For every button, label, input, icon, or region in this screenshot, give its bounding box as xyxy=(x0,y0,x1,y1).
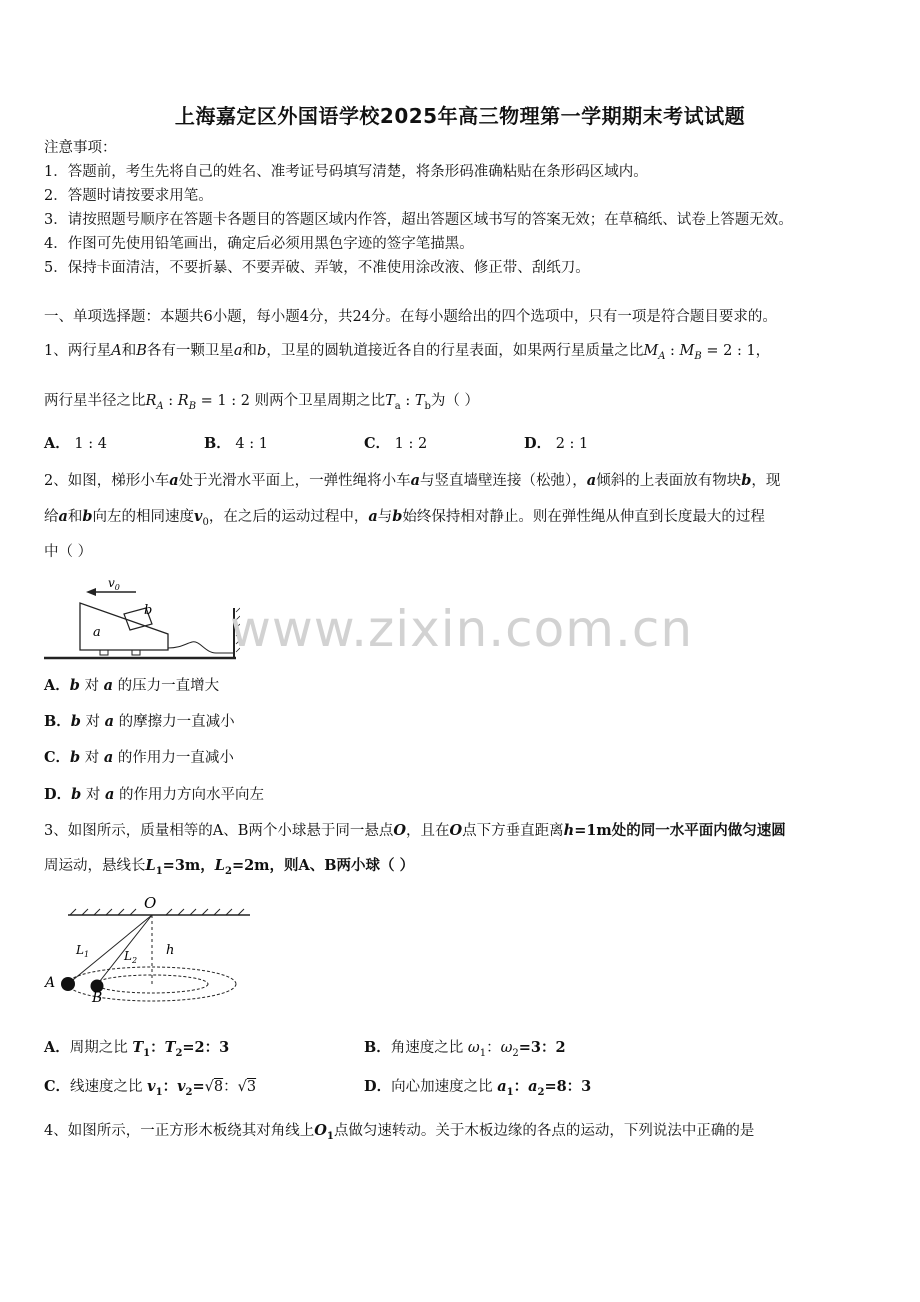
q2-option-c[interactable]: C．b 对 a 的作用力一直减小 xyxy=(44,749,234,766)
question-2-line-3: 中（ ） xyxy=(44,544,93,560)
fig-h-label: h xyxy=(166,943,175,958)
question-3-line-1: 3、如图所示，质量相等的A、B两个小球悬于同一悬点O，且在O点下方垂直距离h=1m处的同一水平面内做匀速圆 xyxy=(44,822,786,839)
fig-v0-label: $v_0$ xyxy=(108,576,120,592)
fig-a-ball-label: A xyxy=(45,975,56,991)
fig-b-label: b xyxy=(144,603,153,618)
q3-option-c[interactable]: C．线速度之比 $v_1$：$v_2=√8$：√3 xyxy=(44,1078,257,1098)
section-heading: 一、单项选择题：本题共6小题，每小题4分，共24分。在每小题给出的四个选项中，只有一项是符合题目要求的。 xyxy=(44,309,777,325)
q2-option-d[interactable]: D．b 对 a 的作用力方向水平向左 xyxy=(44,786,264,803)
q3-option-a[interactable]: A．周期之比 $T_1$：$T_2=2$：3 xyxy=(44,1039,230,1059)
watermark: www.zixin.com.cn xyxy=(230,600,694,658)
note-item-1: 1．答题前，考生先将自己的姓名、准考证号码填写清楚，将条形码准确粘贴在条形码区域内。 xyxy=(44,164,648,180)
pendulum-figure xyxy=(40,890,260,1010)
fig-o-label: O xyxy=(144,894,157,912)
note-item-5: 5．保持卡面清洁，不要折暴、不要弄破、弄皱，不准使用涂改液、修正带、刮纸刀。 xyxy=(44,260,590,276)
q3-option-d[interactable]: D．向心加速度之比 $a_1$：$a_2=8$：3 xyxy=(364,1078,592,1098)
q1-option-b[interactable]: B． 4 : 1 xyxy=(204,435,268,452)
q3-option-b[interactable]: B．角速度之比 $\omega_1$：$\omega_2=3$：2 xyxy=(364,1039,566,1059)
note-item-2: 2．答题时请按要求用笔。 xyxy=(44,188,213,204)
question-3-line-2: 周运动，悬线长$L_1=3m$，$L_2=2m$，则A、B两小球（ ） xyxy=(44,857,415,877)
mass-ratio: M xyxy=(643,343,659,359)
fig-l1-label: $L_1$ xyxy=(76,943,90,959)
fig-l2-label: $L_2$ xyxy=(124,949,138,965)
question-1-line-2: 两行星半径之比$R_A$ : $R_B = 1$ : 2 则两个卫星周期之比$T_a$ : $T_b$为（ ） xyxy=(44,393,480,412)
q2-option-b[interactable]: B．b 对 a 的摩擦力一直减小 xyxy=(44,713,235,730)
question-2-line-1: 2、如图，梯形小车a处于光滑水平面上，一弹性绳将小车a与竖直墙壁连接（松弛），a倾斜的上表面放有物块b，现 xyxy=(44,472,781,489)
q1-option-c[interactable]: C． 1 : 2 xyxy=(364,435,428,452)
cart-figure xyxy=(40,568,240,663)
fig-a-label: a xyxy=(93,625,101,640)
q2-option-a[interactable]: A．b 对 a 的压力一直增大 xyxy=(44,677,220,694)
q1-option-d[interactable]: D． 2 : 1 xyxy=(524,435,589,452)
notes-heading: 注意事项： xyxy=(44,140,117,156)
question-1-line-1: 1、两行星A和B各有一颗卫星a和b，卫星的圆轨道接近各自的行星表面，如果两行星质量之比$M_A$ : $M_B = 2$ : 1， xyxy=(44,343,771,362)
page-title: 上海嘉定区外国语学校2025年高三物理第一学期期末考试试题 xyxy=(174,104,746,128)
q1-option-a[interactable]: A． 1 : 4 xyxy=(44,435,107,452)
fig-b-ball-label: B xyxy=(92,990,103,1006)
note-item-3: 3．请按照题号顺序在答题卡各题目的答题区域内作答，超出答题区域书写的答案无效；在草稿纸、试卷上答题无效。 xyxy=(44,212,793,228)
note-item-4: 4．作图可先使用铅笔画出，确定后必须用黑色字迹的签字笔描黑。 xyxy=(44,236,474,252)
question-2-line-2: 给a和b向左的相同速度$v_0$，在之后的运动过程中，a与b始终保持相对静止。则在弹性绳从伸直到长度最大的过程 xyxy=(44,508,765,528)
question-4-line-1: 4、如图所示，一正方形木板绕其对角线上$O_1$点做匀速转动。关于木板边缘的各点的运动，下列说法中正确的是 xyxy=(44,1122,755,1142)
